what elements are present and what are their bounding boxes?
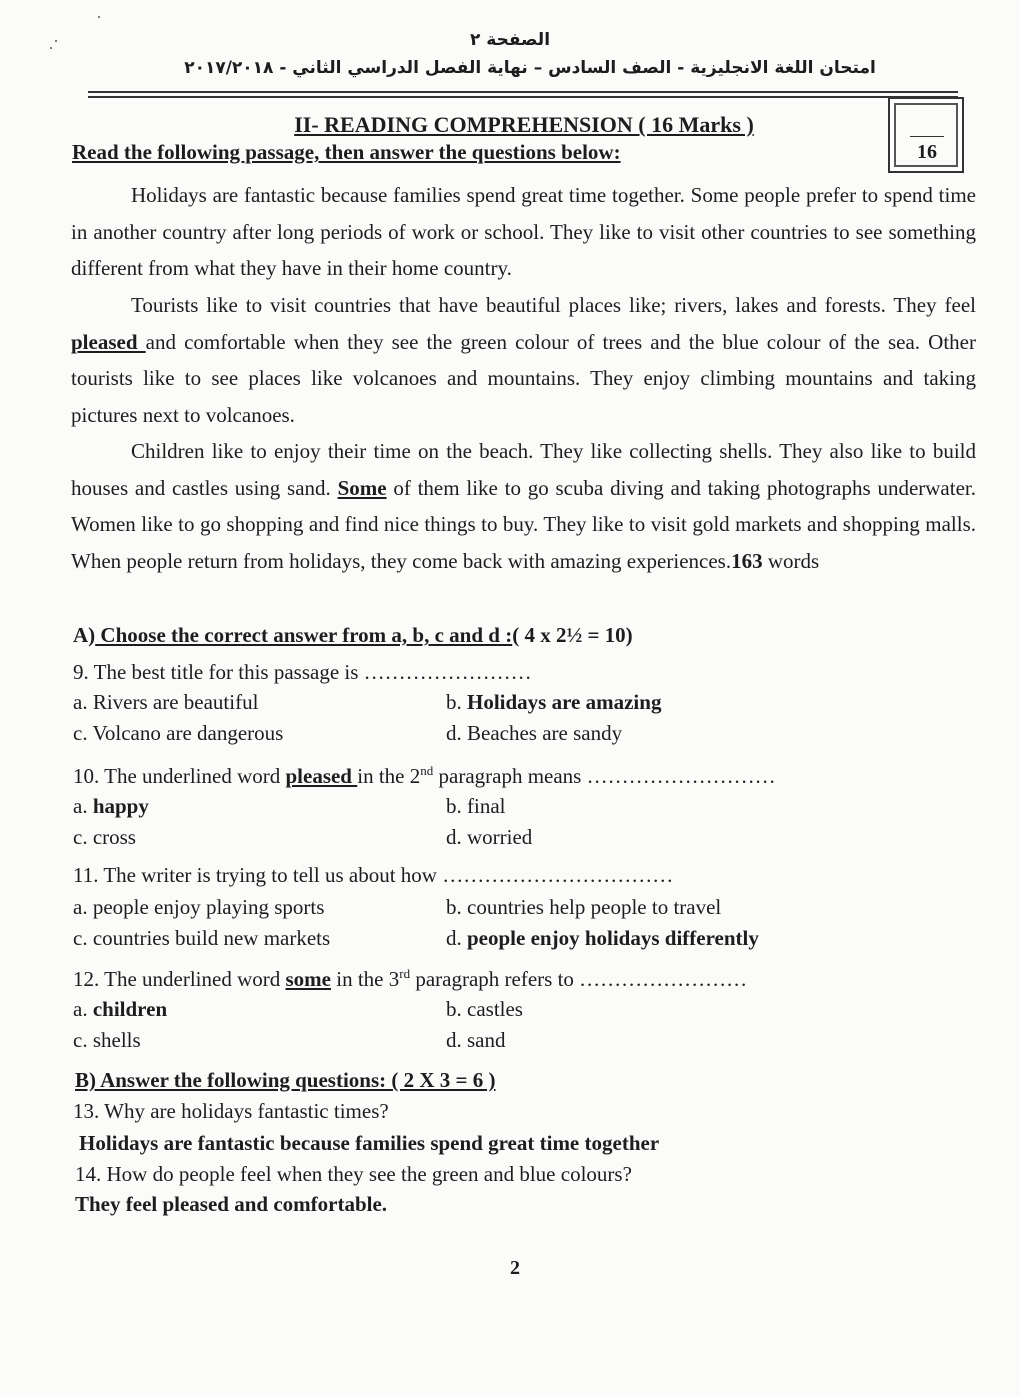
- part-b-heading: B) Answer the following questions: ( 2 X 3 = 6 ): [75, 1068, 496, 1092]
- q9-option-c: c. Volcano are dangerous: [73, 721, 284, 745]
- correct-answer: Holidays are amazing: [467, 690, 662, 714]
- part-a-prefix: A): [73, 623, 96, 647]
- part-a-marks: ( 4 x 2½ = 10): [512, 623, 633, 647]
- q12-option-d: d. sand: [446, 1028, 506, 1052]
- q12-option-b: b. castles: [446, 997, 523, 1021]
- q11-option-d: [446, 926, 759, 951]
- passage-paragraph-2: [71, 287, 976, 433]
- question-12: [73, 966, 747, 992]
- ordinal-suffix: rd: [399, 966, 411, 981]
- header-rule: [88, 96, 958, 98]
- q10-option-b: b. final: [446, 794, 506, 818]
- q10-option-c: c. cross: [73, 825, 136, 849]
- underlined-word-pleased: pleased: [71, 329, 146, 354]
- arabic-exam-title: امتحان اللغة الانجليزية - الصف السادس – نهاية الفصل الدراسي الثاني - ٢٠١٧/٢٠١٨: [184, 58, 876, 78]
- q9-option-a: a. Rivers are beautiful: [73, 690, 259, 714]
- ordinal-suffix: nd: [420, 763, 434, 778]
- passage-paragraph-1: [71, 177, 976, 287]
- word-count-label: words: [762, 548, 820, 573]
- answer-14: They feel pleased and comfortable.: [75, 1192, 388, 1216]
- question-text: in the 2: [357, 764, 421, 788]
- question-text: paragraph refers to ……………………: [410, 967, 748, 991]
- question-14: 14. How do people feel when they see the green and blue colours?: [75, 1162, 632, 1186]
- question-11: 11. The writer is trying to tell us about how ……………………………: [73, 863, 674, 887]
- paragraph-text: Tourists like to visit countries that have beautiful places like; rivers, lakes and forests. They feel: [131, 293, 976, 317]
- option-letter: d.: [446, 926, 467, 950]
- question-text: in the 3: [330, 967, 400, 991]
- question-text: paragraph means ………………………: [433, 764, 776, 788]
- paragraph-text: Holidays are fantastic because families spend great time together. Some people prefer to spend time in another country after long periods of work or school. They like to visit other countries to see something different from what they have in their home country.: [71, 183, 976, 280]
- paragraph-text: Children like to enjoy their time on the beach. They like collecting shells. They also like to build houses and castles using sand.: [71, 439, 976, 500]
- q9-option-b: [446, 690, 661, 715]
- q10-option-a: [73, 794, 149, 819]
- scan-speck: [98, 16, 100, 18]
- underlined-word-some: some: [285, 967, 331, 991]
- correct-answer: people enjoy holidays differently: [467, 926, 759, 950]
- paragraph-text: and comfortable when they see the green colour of trees and the blue colour of the sea. Other tourists like to see places like volcanoes and mountains. They enjoy climbing mountains and taking pictures next to volcanoes.: [71, 329, 976, 427]
- correct-answer: children: [92, 997, 168, 1021]
- option-letter: b.: [446, 690, 467, 714]
- part-a-heading: [73, 623, 633, 648]
- underlined-word-some: Some: [337, 475, 387, 500]
- instruction: Read the following passage, then answer the questions below:: [72, 140, 621, 164]
- question-10: [73, 763, 776, 789]
- question-9: 9. The best title for this passage is ……………………: [73, 660, 532, 684]
- correct-answer: happy: [92, 794, 149, 818]
- q12-option-a: [73, 997, 167, 1022]
- page-number: 2: [510, 1257, 520, 1279]
- option-letter: a.: [73, 794, 93, 818]
- word-count: 163: [731, 548, 763, 573]
- underlined-word-pleased: pleased: [285, 764, 358, 788]
- paragraph-text: of them like to go scuba diving and taking photographs underwater. Women like to go shopping and find nice things to buy. They like to visit gold markets and shopping malls. When people return from holidays, they come back with amazing experiences.: [71, 475, 976, 573]
- score-line: [910, 136, 944, 137]
- header-rule: [88, 91, 958, 93]
- score-value: 16: [917, 141, 937, 163]
- question-13: 13. Why are holidays fantastic times?: [73, 1099, 389, 1123]
- question-text: 10. The underlined word: [73, 764, 286, 788]
- option-letter: a.: [73, 997, 93, 1021]
- arabic-page-label: الصفحة ٢: [469, 30, 551, 50]
- q10-option-d: d. worried: [446, 825, 533, 849]
- answer-13: Holidays are fantastic because families spend great time together: [79, 1131, 660, 1155]
- q11-option-c: c. countries build new markets: [73, 926, 331, 950]
- q12-option-c: c. shells: [73, 1028, 141, 1052]
- question-text: 12. The underlined word: [73, 967, 286, 991]
- q9-option-d: d. Beaches are sandy: [446, 721, 623, 745]
- part-a-title: Choose the correct answer from a, b, c and d :: [95, 623, 513, 647]
- passage-paragraph-3: [71, 433, 976, 579]
- q11-option-b: b. countries help people to travel: [446, 895, 722, 919]
- section-title: II- READING COMPREHENSION ( 16 Marks ): [294, 112, 754, 137]
- q11-option-a: a. people enjoy playing sports: [73, 895, 325, 919]
